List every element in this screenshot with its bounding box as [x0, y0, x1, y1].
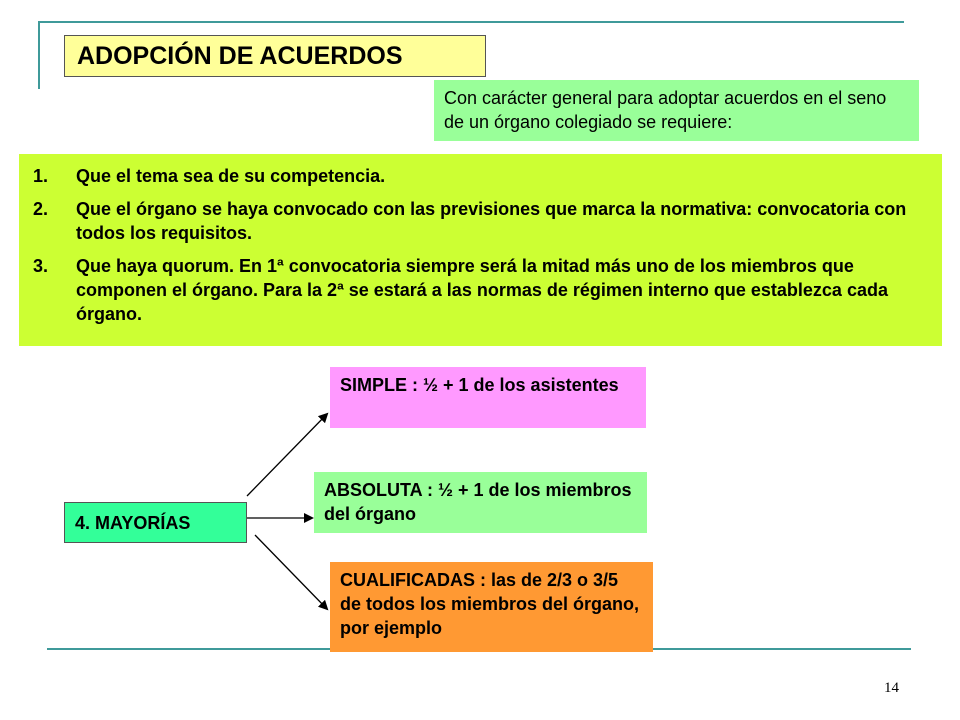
requirement-number: 2.	[33, 199, 49, 219]
mayoria-simple-box: SIMPLE : ½ + 1 de los asistentes	[330, 367, 646, 428]
page-number: 14	[884, 680, 899, 696]
requirement-number: 1.	[33, 166, 49, 186]
requirement-number: 3.	[33, 256, 49, 276]
mayorias-box: 4. MAYORÍAS	[64, 502, 247, 543]
arrow-to-cualificadas	[255, 535, 327, 609]
mayoria-absoluta-box: ABSOLUTA : ½ + 1 de los miembros del órgano	[314, 472, 647, 533]
slide-title: ADOPCIÓN DE ACUERDOS	[64, 35, 486, 77]
requirement-text: Que el tema sea de su competencia.	[76, 166, 386, 186]
intro-text: Con carácter general para adoptar acuerdos en el seno de un órgano colegiado se requiere:	[434, 80, 919, 141]
requirement-text: Que haya quorum. En 1ª convocatoria siempre será la mitad más uno de los miembros que componen el órgano. Para la 2ª se estará a las normas de régimen interno que establezca cada órgano.	[76, 256, 888, 324]
requirement-text: Que el órgano se haya convocado con las previsiones que marca la normativa: convocatoria con todos los requisitos.	[76, 199, 907, 243]
mayoria-cualificada-box: CUALIFICADAS : las de 2/3 o 3/5 de todos los miembros del órgano, por ejemplo	[330, 562, 653, 652]
